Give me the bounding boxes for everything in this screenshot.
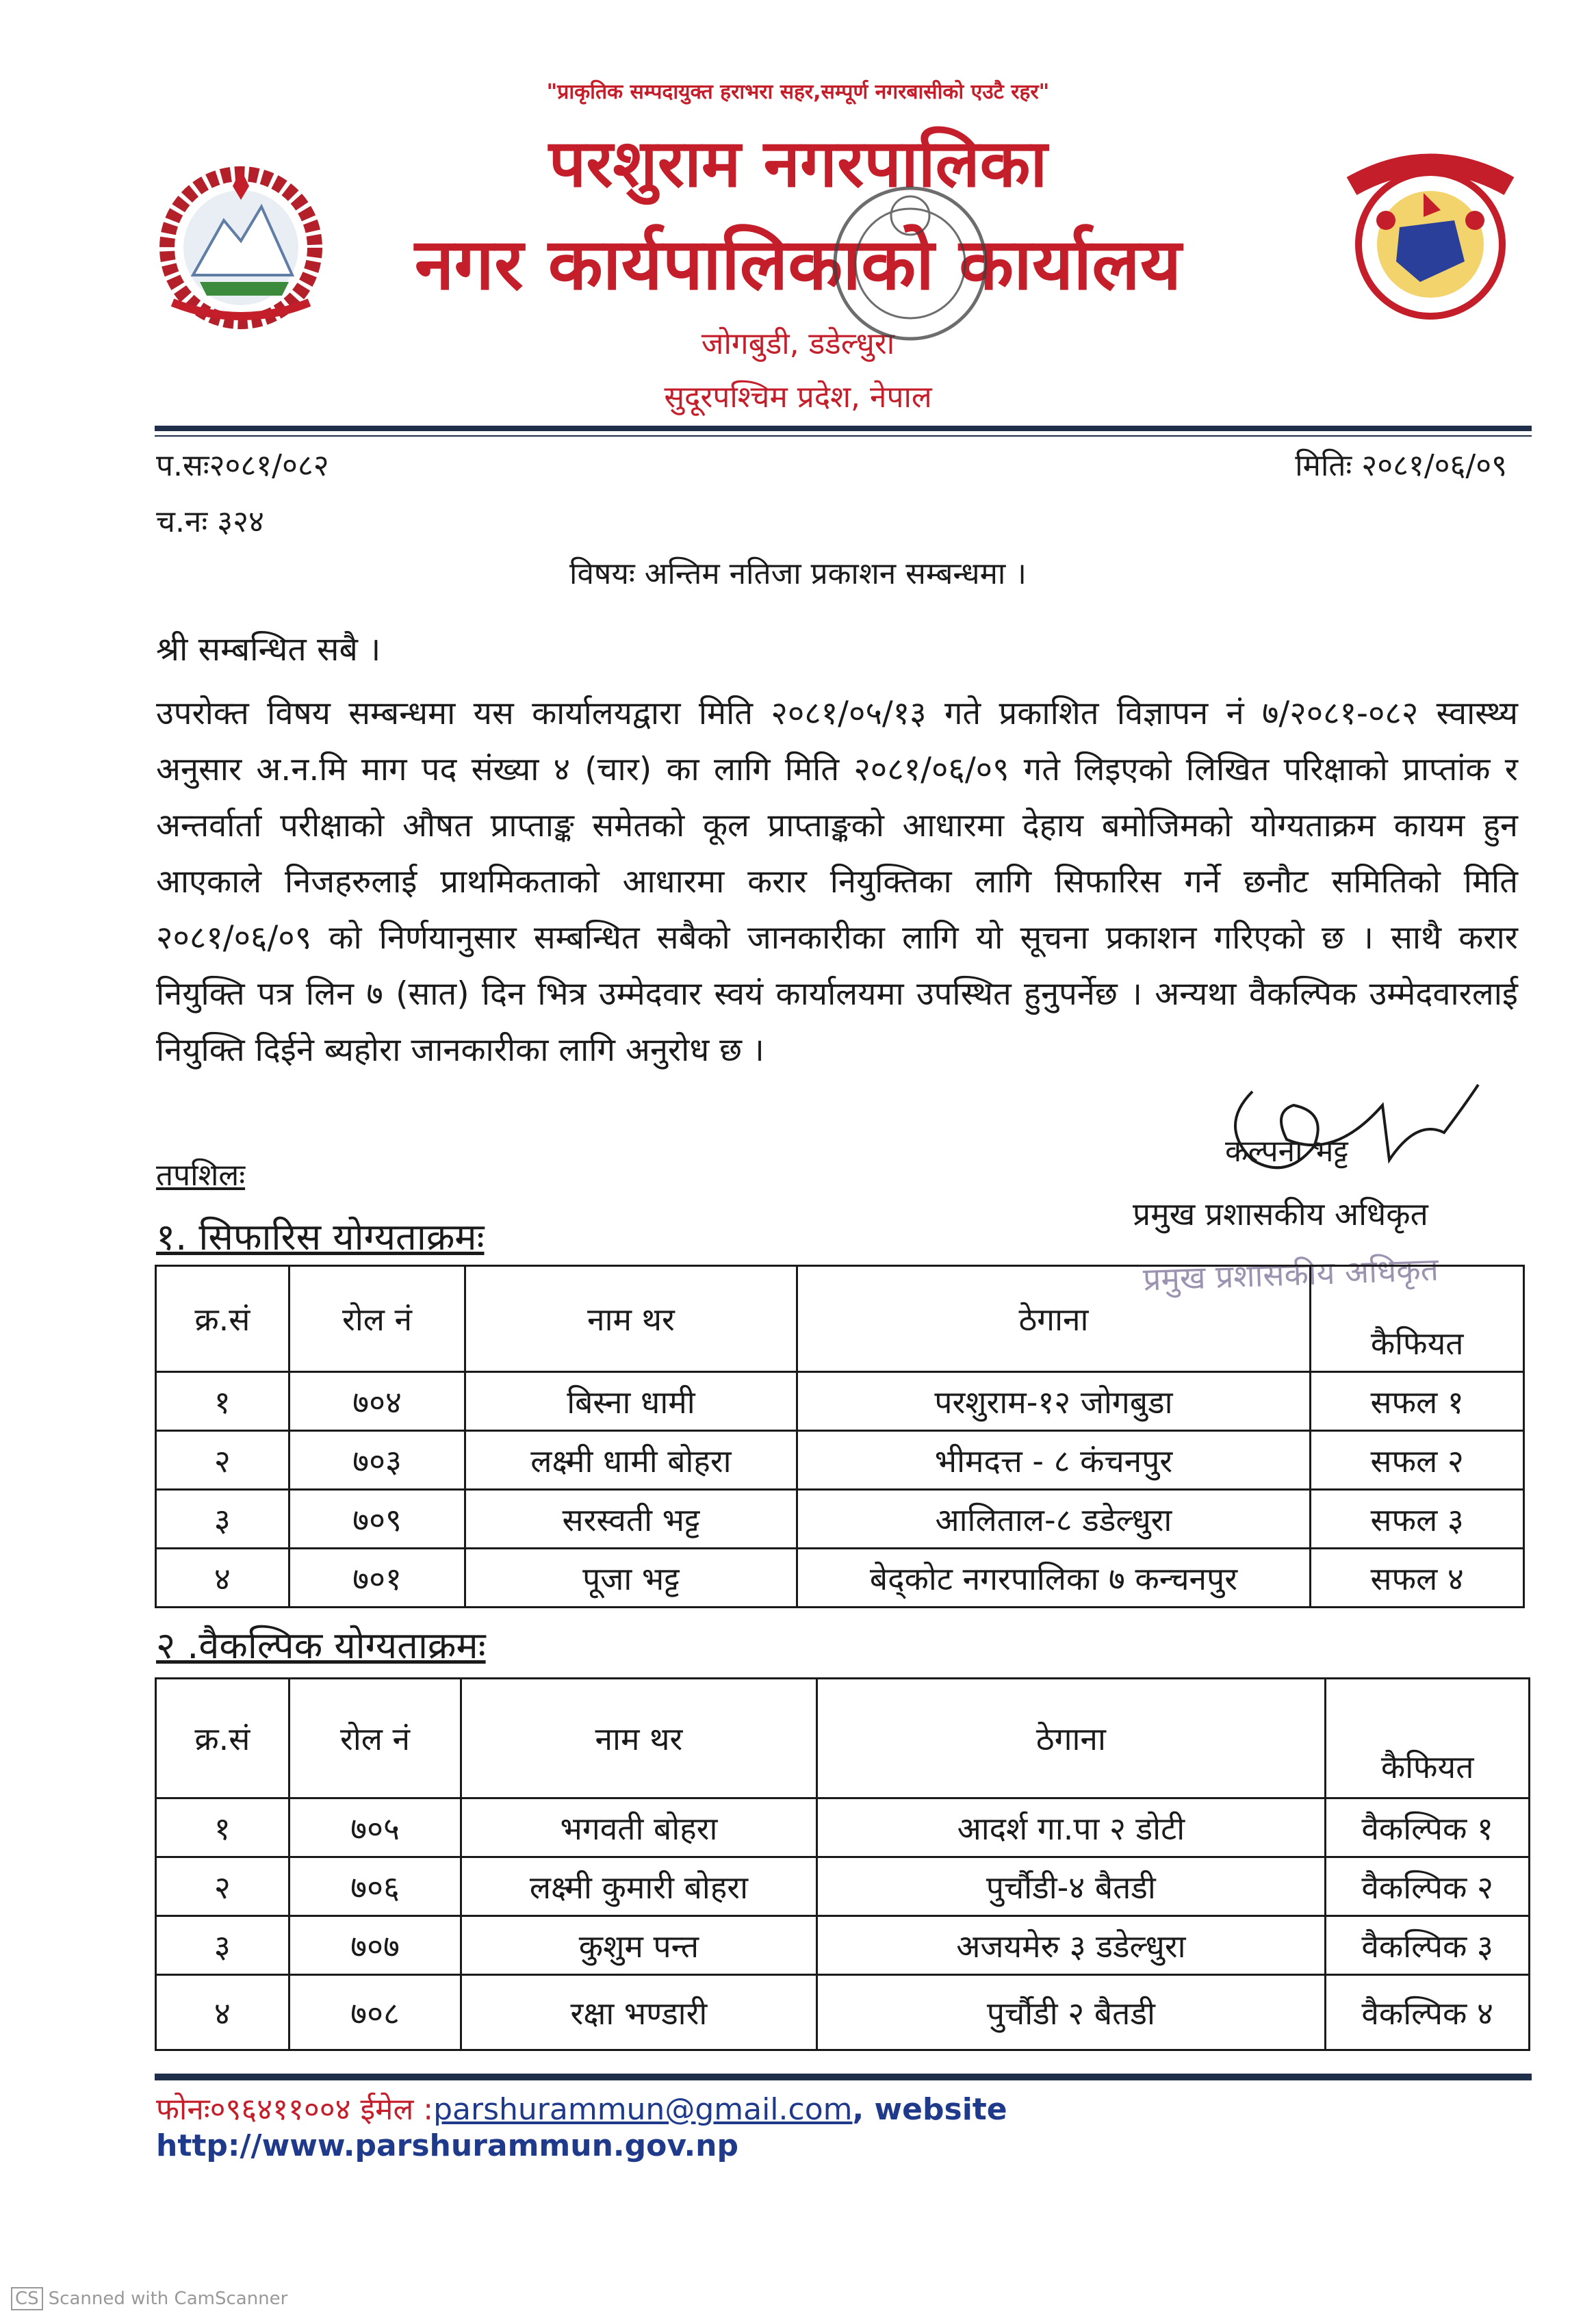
reference-number: प.सः२०८१/०८२ <box>156 448 329 483</box>
cell-name: लक्ष्मी धामी बोहरा <box>465 1431 797 1490</box>
header-serial: क्र.सं <box>156 1266 289 1372</box>
cell-remark: सफल १ <box>1311 1372 1524 1431</box>
cell-roll: ७०६ <box>289 1857 461 1916</box>
table-row <box>156 1490 1524 1549</box>
cell-address: अजयमेरु ३ डडेल्धुरा <box>816 1916 1326 1975</box>
footer-phone-email-label: फोनः०९६४११००४ ईमेल : <box>156 2092 434 2127</box>
header-address: ठेगाना <box>797 1266 1311 1372</box>
scanner-watermark <box>11 2287 287 2310</box>
cell-roll: ७०५ <box>289 1798 461 1857</box>
cell-serial: ४ <box>156 1549 289 1608</box>
header-divider-thin <box>155 435 1532 437</box>
cell-remark: वैकल्पिक ३ <box>1326 1916 1530 1975</box>
nepal-coat-of-arms-icon <box>145 159 337 330</box>
footer-divider <box>155 2074 1532 2080</box>
cell-serial: २ <box>156 1857 289 1916</box>
cell-name: सरस्वती भट्ट <box>465 1490 797 1549</box>
cell-remark: वैकल्पिक ४ <box>1326 1975 1530 2050</box>
header-roll: रोल नं <box>289 1266 465 1372</box>
cell-address: परशुराम-१२ जोगबुडा <box>797 1372 1311 1431</box>
letter-subject: विषयः अन्तिम नतिजा प्रकाशन सम्बन्धमा । <box>569 556 1027 591</box>
header-name: नाम थर <box>461 1679 816 1798</box>
cell-roll: ७०९ <box>289 1490 465 1549</box>
cell-remark: सफल ३ <box>1311 1490 1524 1549</box>
office-seal-stamp-icon <box>821 175 999 352</box>
header-divider <box>155 426 1532 431</box>
letter-salutation: श्री सम्बन्धित सबै । <box>156 630 381 669</box>
cell-address: आदर्श गा.पा २ डोटी <box>816 1798 1326 1857</box>
cell-serial: ४ <box>156 1975 289 2050</box>
signatory-title: प्रमुख प्रशासकीय अधिकृत <box>1133 1196 1428 1233</box>
dispatch-number: च.नः ३२४ <box>156 504 264 539</box>
cell-serial: ३ <box>156 1490 289 1549</box>
footer-email-link[interactable]: parshurammun@gmail.com <box>433 2092 853 2127</box>
header-serial: क्र.सं <box>156 1679 289 1798</box>
table-row <box>156 1798 1530 1857</box>
letter-body: उपरोक्त विषय सम्बन्धमा यस कार्यालयद्वारा मिति २०८१/०५/१३ गते प्रकाशित विज्ञापन नं ७/२०८१-०८२ स्वास्थ्य अनुसार अ.न.मि माग पद संख्या ४ (चार) का लागि मिति २०८१/०६/०९ गते लिइएको लिखित परिक्षाको प्राप्तांक र अन्तर्वार्ता परीक्षाको औषत प्राप्ताङ्क समेतको कूल प्राप्ताङ्कको आधारमा देहाय बमोजिमको योग्यताक्रम कायम हुन आएकाले निजहरुलाई प्राथमिकताको आधारमा करार नियुक्तिका लागि सिफारिस गर्ने छनौट समितिको मिति २०८१/०६/०९ को निर्णयानुसार सम्बन्धित सबैको जानकारीका लागि यो सूचना प्रकाशन गरिएको छ । साथै करार नियुक्ति पत्र लिन ७ (सात) दिन भित्र उम्मेदवार स्वयं कार्यालयमा उपस्थित हुनुपर्नेछ । अन्यथा वैकल्पिक उम्मेदवारलाई नियुक्ति दिईने ब्यहोरा जानकारीका लागि अनुरोध छ । <box>156 695 1518 1069</box>
officer-stamp: प्रमुख प्रशासकीय अधिकृत <box>1142 1250 1439 1298</box>
cell-address: बेद्कोट नगरपालिका ७ कन्चनपुर <box>797 1549 1311 1608</box>
table-row <box>156 1857 1530 1916</box>
table-row <box>156 1916 1530 1975</box>
cell-address: पुर्चौडी २ बैतडी <box>816 1975 1326 2050</box>
header-remark: कैफियत <box>1326 1679 1530 1798</box>
cell-roll: ७०८ <box>289 1975 461 2050</box>
letter-date: मितिः २०८१/०६/०९ <box>1295 448 1507 483</box>
table-row <box>156 1549 1524 1608</box>
cell-name: रक्षा भण्डारी <box>461 1975 816 2050</box>
table-row <box>156 1975 1530 2050</box>
camscanner-icon: CS <box>11 2287 43 2310</box>
cell-address: आलिताल-८ डडेल्धुरा <box>797 1490 1311 1549</box>
cell-name: लक्ष्मी कुमारी बोहरा <box>461 1857 816 1916</box>
table-row <box>156 1372 1524 1431</box>
cell-remark: सफल ४ <box>1311 1549 1524 1608</box>
cell-remark: सफल २ <box>1311 1431 1524 1490</box>
scanner-text: Scanned with CamScanner <box>48 2288 288 2309</box>
header-roll: रोल नं <box>289 1679 461 1798</box>
cell-name: पूजा भट्ट <box>465 1549 797 1608</box>
alternate-table <box>155 1677 1530 2051</box>
alternate-section-title: २ .वैकल्पिक योग्यताक्रमः <box>156 1624 486 1667</box>
cell-serial: ३ <box>156 1916 289 1975</box>
municipality-name: परशुराम नगरपालिका <box>548 125 1048 202</box>
cell-name: बिस्ना धामी <box>465 1372 797 1431</box>
cell-remark: वैकल्पिक २ <box>1326 1857 1530 1916</box>
header-name: नाम थर <box>465 1266 797 1372</box>
table-row <box>156 1431 1524 1490</box>
cell-serial: २ <box>156 1431 289 1490</box>
header-remark: कैफियत <box>1311 1266 1524 1372</box>
cell-roll: ७०७ <box>289 1916 461 1975</box>
office-address-line1: जोगबुडी, डडेल्धुरा <box>701 326 895 361</box>
cell-name: कुशुम पन्त <box>461 1916 816 1975</box>
municipality-motto: "प्राकृतिक सम्पदायुक्त हराभरा सहर,सम्पूर्ण नगरबासीको एउटै रहर" <box>546 80 1050 104</box>
cell-serial: १ <box>156 1798 289 1857</box>
cell-address: भीमदत्त - ८ कंचनपुर <box>797 1431 1311 1490</box>
municipality-logo-icon <box>1338 145 1523 323</box>
footer-website-link[interactable]: , website http://www.parshurammun.gov.np <box>156 2092 1007 2163</box>
cell-serial: १ <box>156 1372 289 1431</box>
footer-contact <box>156 2087 1596 2163</box>
cell-roll: ७०३ <box>289 1431 465 1490</box>
office-name: नगर कार्यपालिकाको कार्यालय <box>414 222 1182 306</box>
recommended-section-title: १. सिफारिस योग्यताक्रमः <box>156 1215 485 1259</box>
header-address: ठेगाना <box>816 1679 1326 1798</box>
cell-remark: वैकल्पिक १ <box>1326 1798 1530 1857</box>
cell-name: भगवती बोहरा <box>461 1798 816 1857</box>
cell-address: पुर्चौडी-४ बैतडी <box>816 1857 1326 1916</box>
office-address-line2: सुदूरपश्चिम प्रदेश, नेपाल <box>664 380 932 415</box>
cell-roll: ७०४ <box>289 1372 465 1431</box>
cell-roll: ७०१ <box>289 1549 465 1608</box>
details-label: तपशिलः <box>156 1158 246 1193</box>
recommended-table <box>155 1265 1525 1608</box>
signatory-name: कल्पना भट्ट <box>1225 1134 1348 1169</box>
